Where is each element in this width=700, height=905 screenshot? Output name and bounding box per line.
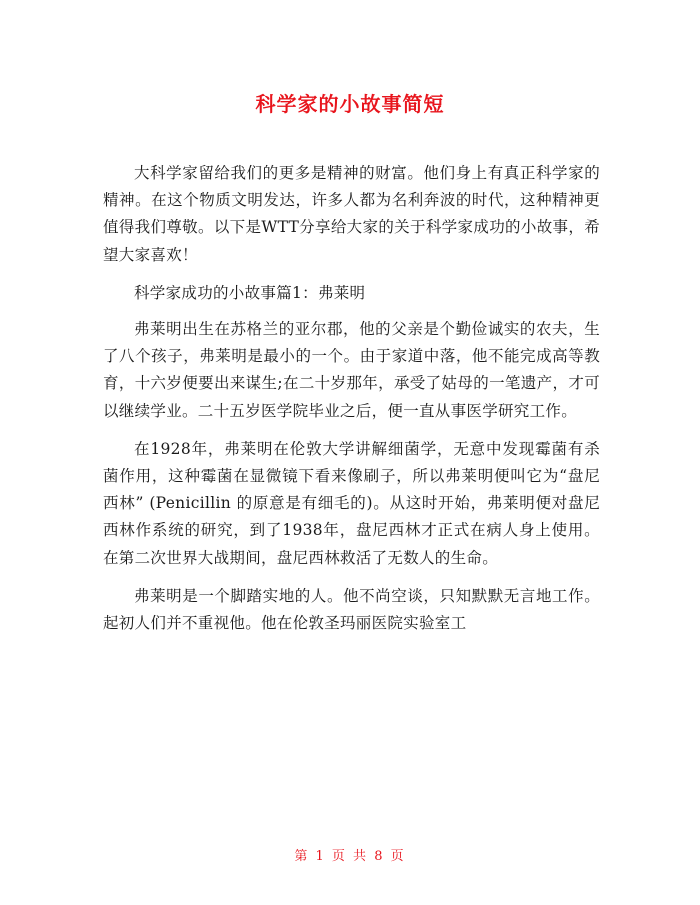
body-paragraph: 弗莱明出生在苏格兰的亚尔郡，他的父亲是个勤俭诚实的农夫，生了八个孩子，弗莱明是最小的一个。由于家道中落，他不能完成高等教育，十六岁便要出来谋生;在二十岁那年，承受了姑母的一笔遗产，才可以继续学业。二十五岁医学院毕业之后，便一直从事医学研究工作。 xyxy=(103,320,600,420)
page-number-footer: 第 1 页 共 8 页 xyxy=(294,849,406,864)
page-title: 科学家的小故事简短 xyxy=(255,92,445,116)
body-paragraph: 弗莱明是一个脚踏实地的人。他不尚空谈，只知默默无言地工作。起初人们并不重视他。他在伦敦圣玛丽医院实验室工 xyxy=(103,586,600,633)
document-body xyxy=(103,160,600,648)
intro-paragraph: 大科学家留给我们的更多是精神的财富。他们身上有真正科学家的精神。在这个物质文明发达，许多人都为名利奔波的时代，这种精神更值得我们尊敬。以下是WTT分享给大家的关于科学家成功的小故事，希望大家喜欢！ xyxy=(103,164,600,264)
story-subheading: 科学家成功的小故事篇1：弗莱明 xyxy=(134,283,366,302)
body-paragraph: 在1928年，弗莱明在伦敦大学讲解细菌学，无意中发现霉菌有杀菌作用，这种霉菌在显微镜下看来像刷子，所以弗莱明便叫它为“盘尼西林” (Penicillin 的原意是有细毛的)。从这时开始，弗莱明便对盘尼西林作系统的研究，到了1938年，盘尼西林才正式在病人身上使用。在第二次世界大战期间，盘尼西林救活了无数人的生命。 xyxy=(103,439,600,567)
